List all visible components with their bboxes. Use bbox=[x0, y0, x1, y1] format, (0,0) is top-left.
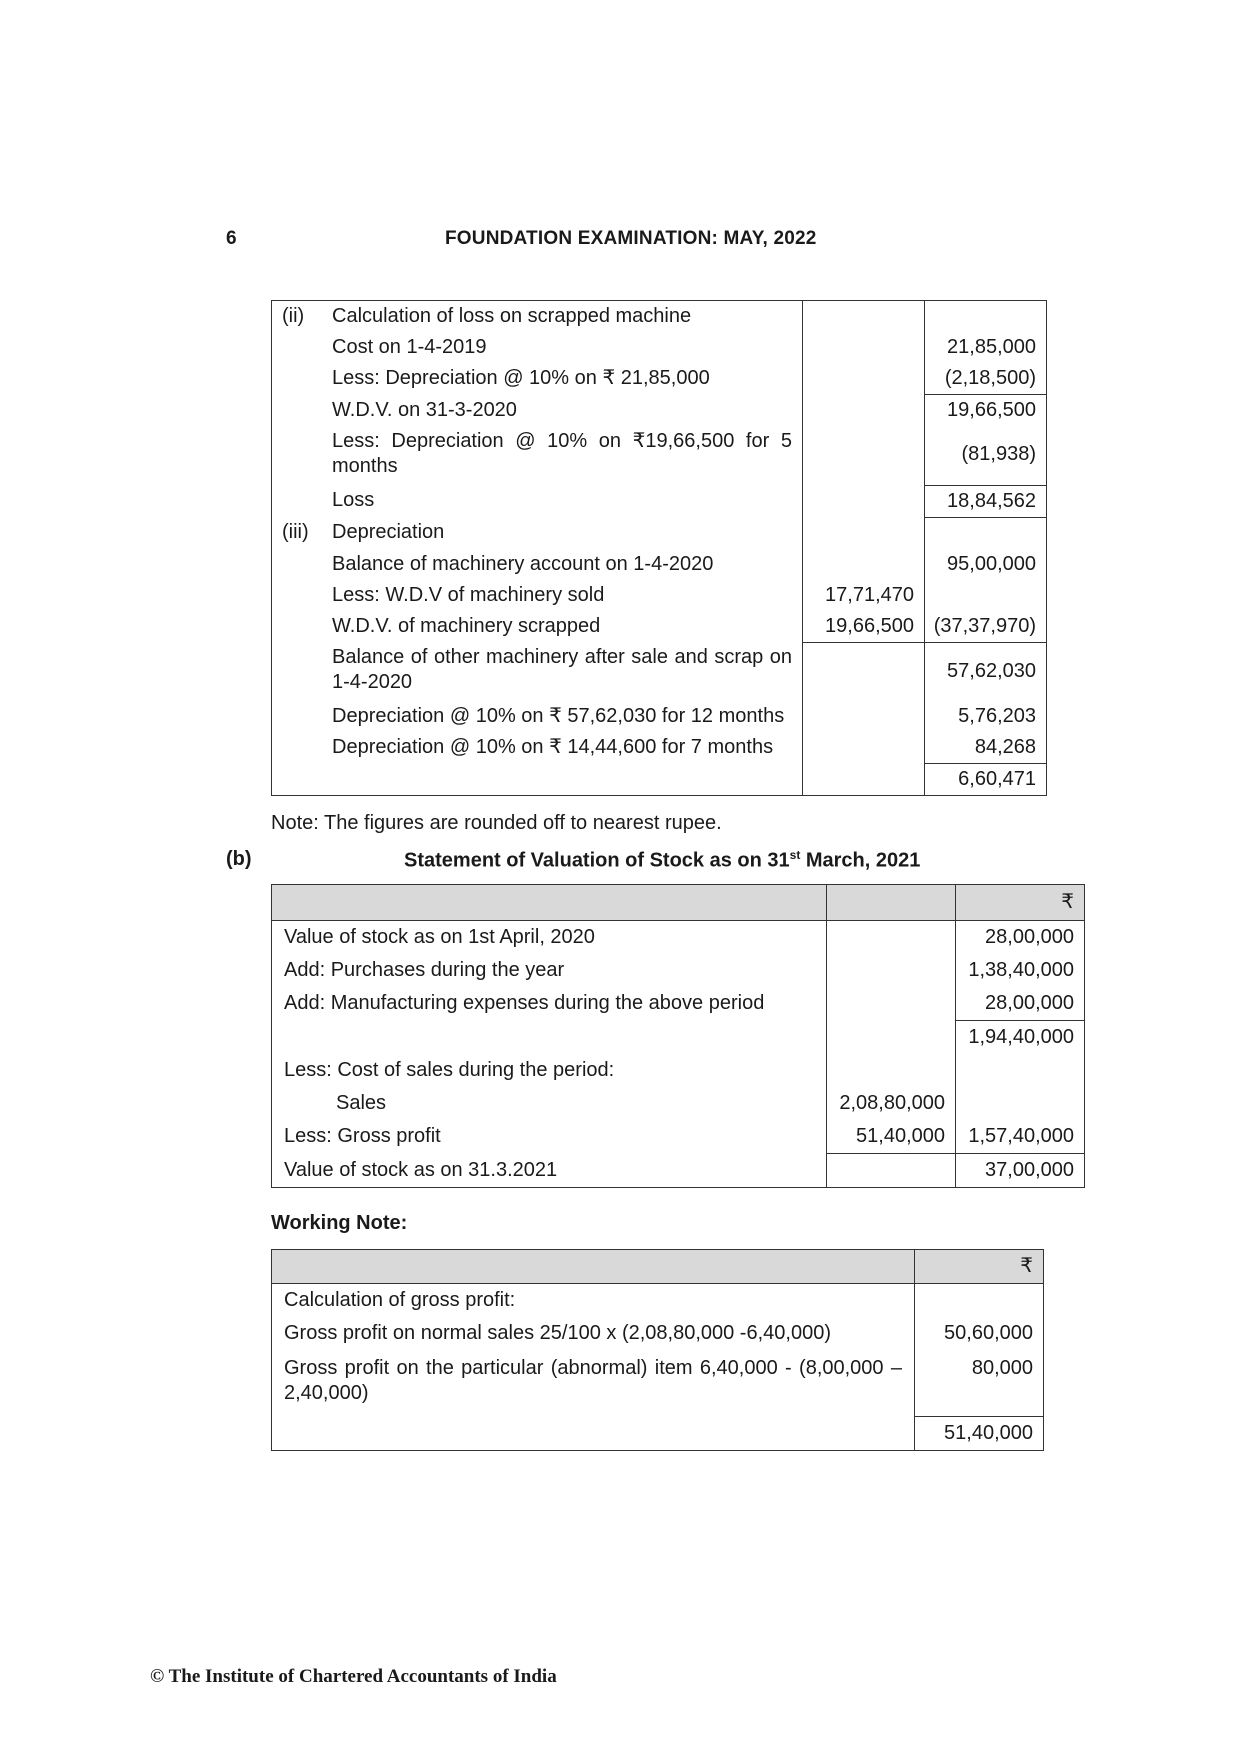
table-row bbox=[272, 1417, 1044, 1451]
row-amount: 1,57,40,000 bbox=[956, 1120, 1085, 1154]
row-amount: 28,00,000 bbox=[956, 921, 1085, 955]
table-row bbox=[272, 1284, 1044, 1318]
row-text: Calculation of gross profit: bbox=[284, 1289, 516, 1311]
table-row bbox=[272, 485, 1047, 517]
row-amount: 84,268 bbox=[925, 732, 1047, 764]
row-text: Add: Manufacturing expenses during the above period bbox=[284, 992, 765, 1015]
row-text: Balance of machinery account on 1-4-2020 bbox=[332, 552, 714, 575]
row-amount: 28,00,000 bbox=[956, 987, 1085, 1021]
row-text: Gross profit on the particular (abnormal) item 6,40,000 - (8,00,000 – 2,40,000) bbox=[284, 1357, 902, 1404]
row-amount: 18,84,562 bbox=[925, 485, 1047, 517]
row-amount: 21,85,000 bbox=[925, 332, 1047, 363]
depreciation-table bbox=[271, 300, 1047, 796]
row-amount: 80,000 bbox=[915, 1350, 1044, 1417]
row-text: Depreciation @ 10% on ₹ 57,62,030 for 12 months bbox=[332, 705, 785, 727]
table-row bbox=[272, 1054, 1085, 1087]
row-amount-total: 51,40,000 bbox=[915, 1417, 1044, 1451]
table-header bbox=[272, 885, 1085, 921]
table-row bbox=[272, 517, 1047, 549]
table-row bbox=[272, 732, 1047, 764]
row-text: Calculation of loss on scrapped machine bbox=[332, 305, 692, 327]
stock-valuation-table bbox=[271, 884, 1085, 1188]
row-amount: 37,00,000 bbox=[956, 1154, 1085, 1188]
row-amount bbox=[925, 301, 1047, 333]
row-mid: 51,40,000 bbox=[827, 1120, 956, 1154]
row-amount: (37,37,970) bbox=[925, 611, 1047, 643]
row-text: Sales bbox=[336, 1092, 387, 1114]
row-text: Depreciation @ 10% on ₹ 14,44,600 for 7 months bbox=[332, 736, 774, 758]
row-mid: 2,08,80,000 bbox=[827, 1087, 956, 1120]
row-amount: 1,94,40,000 bbox=[956, 1021, 1085, 1055]
table-row bbox=[272, 549, 1047, 580]
table-row bbox=[272, 1317, 1044, 1350]
row-amount: 5,76,203 bbox=[925, 701, 1047, 732]
table-row bbox=[272, 301, 1047, 333]
row-amount: (2,18,500) bbox=[925, 363, 1047, 395]
table-row bbox=[272, 332, 1047, 363]
row-mid bbox=[803, 301, 925, 333]
currency-symbol: ₹ bbox=[915, 1250, 1044, 1284]
table-row bbox=[272, 701, 1047, 732]
row-text: Value of stock as on 1st April, 2020 bbox=[284, 926, 595, 948]
rounding-note: Note: The figures are rounded off to nearest rupee. bbox=[271, 812, 722, 834]
row-text: Loss bbox=[332, 489, 375, 511]
table-row bbox=[272, 1154, 1085, 1188]
table-row bbox=[272, 395, 1047, 427]
table-row bbox=[272, 1350, 1044, 1417]
working-note-title: Working Note: bbox=[271, 1212, 408, 1234]
page-header: FOUNDATION EXAMINATION: MAY, 2022 bbox=[445, 228, 817, 249]
table-row bbox=[272, 426, 1047, 485]
table-row bbox=[272, 764, 1047, 796]
row-text: Value of stock as on 31.3.2021 bbox=[284, 1158, 558, 1181]
table-row bbox=[272, 1021, 1085, 1055]
row-mid: 19,66,500 bbox=[803, 611, 925, 643]
row-amount-total: 6,60,471 bbox=[925, 764, 1047, 796]
row-text: W.D.V. of machinery scrapped bbox=[332, 614, 601, 637]
row-text: W.D.V. on 31-3-2020 bbox=[332, 398, 517, 421]
table-row bbox=[272, 1087, 1085, 1120]
row-amount: (81,938) bbox=[925, 426, 1047, 485]
working-note-table bbox=[271, 1249, 1044, 1451]
copyright-footer: © The Institute of Chartered Accountants of India bbox=[150, 1666, 557, 1687]
table-row bbox=[272, 1120, 1085, 1154]
row-text: Gross profit on normal sales 25/100 x (2,08,80,000 -6,40,000) bbox=[284, 1322, 831, 1344]
currency-symbol: ₹ bbox=[956, 885, 1085, 921]
row-text: Add: Purchases during the year bbox=[284, 959, 565, 981]
table-row bbox=[272, 642, 1047, 701]
table-row bbox=[272, 954, 1085, 987]
row-text: Less: Cost of sales during the period: bbox=[284, 1059, 615, 1081]
row-text: Less: W.D.V of machinery sold bbox=[332, 583, 605, 606]
row-amount: 50,60,000 bbox=[915, 1317, 1044, 1350]
table-row bbox=[272, 987, 1085, 1021]
row-amount: 19,66,500 bbox=[925, 395, 1047, 427]
section-title: Statement of Valuation of Stock as on 31st March, 2021 bbox=[404, 848, 921, 872]
row-text: Less: Depreciation @ 10% on ₹19,66,500 for 5 months bbox=[332, 430, 792, 477]
table-row bbox=[272, 363, 1047, 395]
section-label: (b) bbox=[226, 848, 252, 870]
row-amount: 1,38,40,000 bbox=[956, 954, 1085, 987]
row-text: Depreciation bbox=[332, 521, 445, 543]
row-text: Less: Gross profit bbox=[284, 1125, 441, 1148]
row-text: Less: Depreciation @ 10% on ₹ 21,85,000 bbox=[332, 367, 710, 389]
table-row bbox=[272, 580, 1047, 611]
table-header bbox=[272, 1250, 1044, 1284]
row-mid: 17,71,470 bbox=[803, 580, 925, 611]
row-text: Balance of other machinery after sale and scrap on 1-4-2020 bbox=[332, 646, 792, 693]
page-number: 6 bbox=[226, 228, 237, 249]
table-row bbox=[272, 921, 1085, 955]
table-row bbox=[272, 611, 1047, 643]
row-label: (ii) bbox=[282, 305, 305, 327]
row-amount: 57,62,030 bbox=[925, 642, 1047, 701]
row-amount: 95,00,000 bbox=[925, 549, 1047, 580]
row-label: (iii) bbox=[282, 521, 309, 543]
row-text: Cost on 1-4-2019 bbox=[332, 336, 487, 358]
